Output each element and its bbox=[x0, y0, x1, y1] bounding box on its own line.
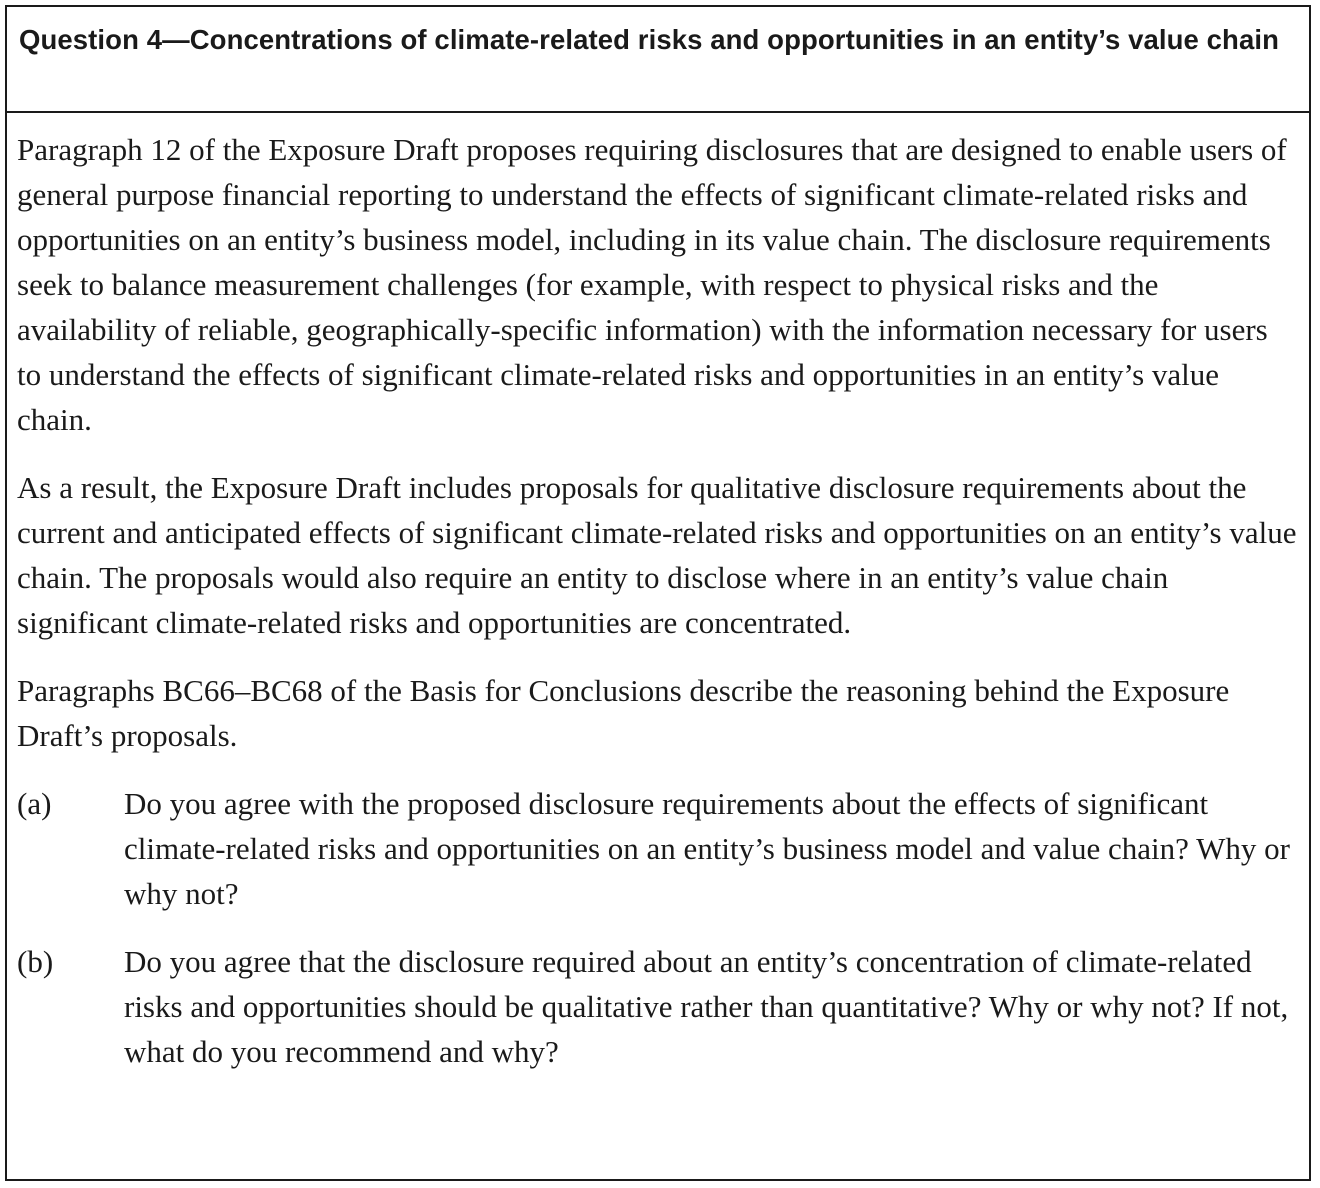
sub-question-label: (b) bbox=[17, 944, 54, 979]
sub-question-a bbox=[17, 781, 1297, 916]
sub-question-text: Do you agree that the disclosure required about an entity’s concentration of climate-related risks and opportunities should be qualitative rather than quantitative? Why or why not? If not, what do you recommend and why? bbox=[124, 944, 1289, 1069]
paragraph-context: Paragraph 12 of the Exposure Draft proposes requiring disclosures that are designed to enable users of general purpose financial reporting to understand the effects of significant climate-related risks and opportunities on an entity’s business model, including in its value chain. The disclosure requirements seek to balance measurement challenges (for example, with respect to physical risks and the availability of reliable, geographically-specific information) with the information necessary for users to understand the effects of significant climate-related risks and opportunities in an entity’s value chain. bbox=[17, 132, 1287, 437]
sub-question-text: Do you agree with the proposed disclosure requirements about the effects of significant climate-related risks and opportunities on an entity’s business model and value chain? Why or why not? bbox=[124, 786, 1290, 911]
paragraph-basis: Paragraphs BC66–BC68 of the Basis for Conclusions describe the reasoning behind the Exposure Draft’s proposals. bbox=[17, 673, 1230, 753]
sub-question-b bbox=[17, 939, 1297, 1074]
paragraph-proposals: As a result, the Exposure Draft includes proposals for qualitative disclosure requirements about the current and anticipated effects of significant climate-related risks and opportunities on an entity’s value chain. The proposals would also require an entity to disclose where in an entity’s value chain significant climate-related risks and opportunities are concentrated. bbox=[17, 470, 1297, 640]
question-title: Question 4—Concentrations of climate-related risks and opportunities in an entity’s value chain bbox=[7, 7, 1309, 113]
question-body bbox=[7, 113, 1309, 1074]
question-box bbox=[5, 5, 1311, 1181]
sub-question-label: (a) bbox=[17, 786, 52, 821]
